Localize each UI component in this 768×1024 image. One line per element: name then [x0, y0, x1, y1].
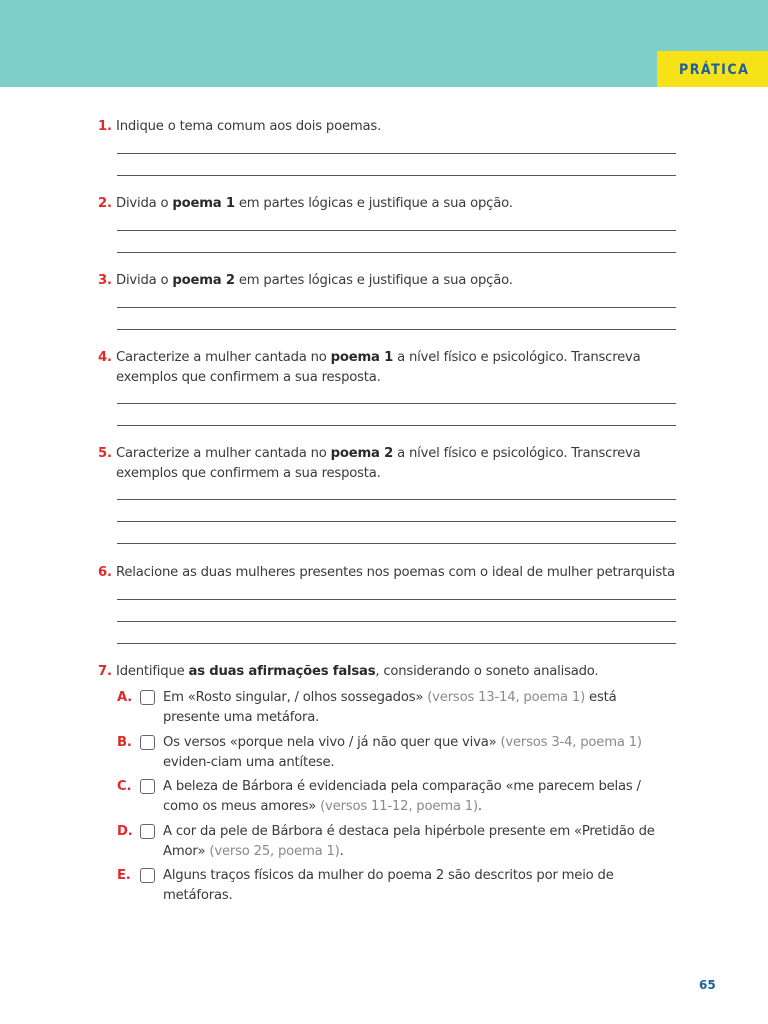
question-4: [98, 348, 678, 387]
bold-term: poema 2: [330, 446, 394, 461]
answer-line[interactable]: [117, 175, 676, 176]
option-text: Os versos «porque nela vivo / já não quer que viva» (versos 3-4, poema 1) eviden-ciam uma antítese.: [163, 735, 642, 770]
option-text: A cor da pele de Bárbora é destaca pela hipérbole presente em «Pretidão de Amor» (verso 25, poema 1).: [163, 824, 655, 859]
option-text: Em «Rosto singular, / olhos sossegados» (versos 13-14, poema 1) está presente uma metáfora.: [163, 690, 617, 725]
answer-line[interactable]: [117, 329, 676, 330]
question-2: [98, 194, 678, 214]
question-text: Caracterize a mulher cantada no poema 2 a nível físico e psicológico. Transcreva exemplos que confirmem a sua resposta.: [116, 446, 641, 481]
bold-term: poema 1: [172, 196, 235, 211]
question-number: 6.: [98, 565, 112, 580]
verse-reference: (versos 13-14, poema 1): [427, 690, 586, 705]
question-text: Indique o tema comum aos dois poemas.: [116, 119, 382, 134]
question-number: 2.: [98, 196, 112, 211]
option-letter: E.: [117, 868, 131, 883]
page-number: 65: [699, 978, 716, 992]
question-text: Relacione as duas mulheres presentes nos poemas com o ideal de mulher petrarquista: [116, 565, 675, 580]
question-6: [98, 563, 678, 583]
checkbox[interactable]: [140, 735, 155, 750]
question-1: [98, 117, 678, 137]
bold-term: poema 1: [330, 350, 394, 365]
checkbox[interactable]: [140, 868, 155, 883]
question-text: Identifique as duas afirmações falsas, considerando o soneto analisado.: [116, 664, 599, 679]
verse-reference: (verso 25, poema 1): [209, 843, 340, 859]
bold-term: poema 2: [172, 273, 235, 288]
answer-line[interactable]: [117, 307, 676, 308]
option-e: [117, 866, 677, 905]
question-number: 5.: [98, 446, 112, 461]
question-text: Divida o poema 2 em partes lógicas e justifique a sua opção.: [116, 273, 513, 288]
answer-line[interactable]: [117, 425, 676, 426]
option-b: [117, 733, 677, 772]
question-number: 4.: [98, 350, 112, 365]
option-letter: B.: [117, 735, 132, 750]
header-band: [0, 0, 768, 87]
answer-line[interactable]: [117, 252, 676, 253]
option-text: Alguns traços físicos da mulher do poema 2 são descritos por meio de metáforas.: [163, 868, 614, 903]
question-text: Divida o poema 1 em partes lógicas e justifique a sua opção.: [116, 196, 513, 211]
verse-reference: (versos 3-4, poema 1): [500, 735, 642, 750]
option-text: A beleza de Bárbora é evidenciada pela comparação «me parecem belas / como os meus amores» (versos 11-12, poema 1).: [163, 779, 641, 814]
question-7: [98, 662, 678, 682]
answer-line[interactable]: [117, 521, 676, 522]
checkbox[interactable]: [140, 824, 155, 839]
answer-line[interactable]: [117, 621, 676, 622]
answer-line[interactable]: [117, 499, 676, 500]
option-a: [117, 688, 677, 727]
answer-line[interactable]: [117, 153, 676, 154]
question-number: 1.: [98, 119, 112, 134]
option-letter: D.: [117, 824, 133, 839]
question-5: [98, 444, 678, 483]
section-tag: PRÁTICA: [657, 51, 768, 87]
answer-line[interactable]: [117, 599, 676, 600]
option-letter: C.: [117, 779, 132, 794]
answer-line[interactable]: [117, 543, 676, 544]
answer-line[interactable]: [117, 643, 676, 644]
question-number: 7.: [98, 664, 112, 679]
bold-term: as duas afirmações falsas: [188, 664, 376, 679]
question-3: [98, 271, 678, 291]
question-text: Caracterize a mulher cantada no poema 1 a nível físico e psicológico. Transcreva exemplos que confirmem a sua resposta.: [116, 350, 641, 385]
question-number: 3.: [98, 273, 112, 288]
answer-line[interactable]: [117, 230, 676, 231]
checkbox[interactable]: [140, 779, 155, 794]
option-letter: A.: [117, 690, 133, 705]
verse-reference: (versos 11-12, poema 1): [320, 798, 478, 814]
option-d: [117, 822, 677, 861]
checkbox[interactable]: [140, 690, 155, 705]
option-c: [117, 777, 677, 816]
answer-line[interactable]: [117, 403, 676, 404]
